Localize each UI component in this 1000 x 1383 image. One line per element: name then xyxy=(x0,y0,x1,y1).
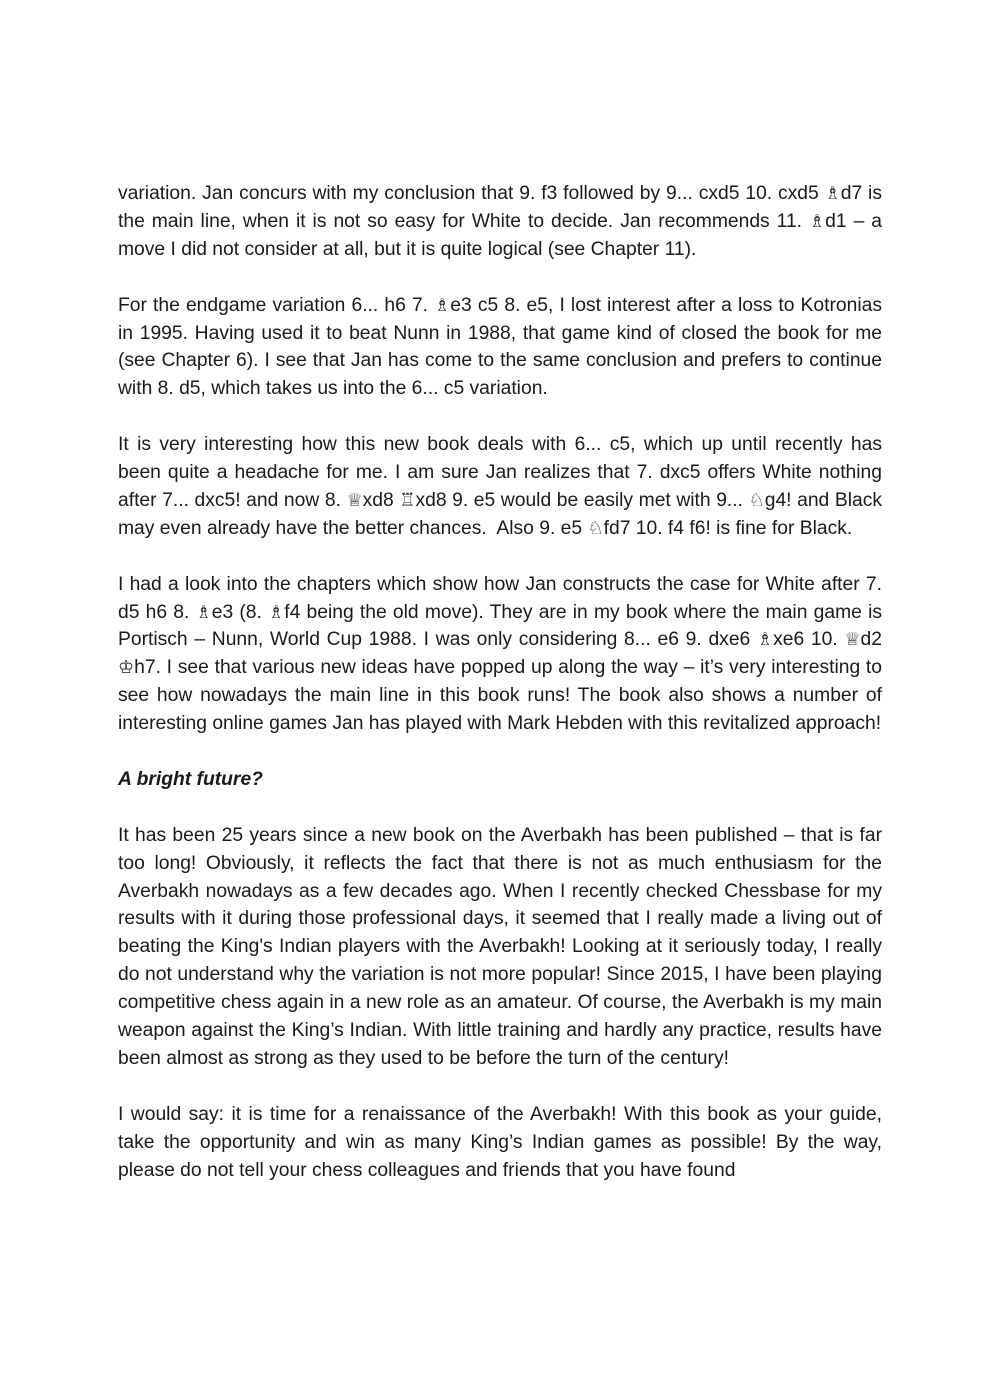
chess-piece-figurine-icon: ♗ xyxy=(756,629,774,651)
body-paragraph xyxy=(118,180,888,264)
text-run: xe6 10. xyxy=(773,629,845,651)
chess-piece-figurine-icon: ♕ xyxy=(346,489,363,511)
chess-piece-figurine-icon: ♔ xyxy=(118,657,135,679)
text-run: It has been 25 years since a new book on the Averbakh has been published – that is far too long! Obviously, it reflects the fact that there is not as much enthusiasm for the Averbakh nowadays as a few decades ago. When I recently checked Chessbase for my results with it during those professional days, it seemed that I really made a living out of beating the King's Indian players with the Averbakh! Looking at it seriously today, I really do not understand why the variation is not more popular! Since 2015, I have been playing competitive chess again in a new role as an amateur. Of course, the Averbakh is my main weapon against the King’s Indian. With little training and hardly any practice, results have been almost as strong as they used to be before the turn of the century! xyxy=(118,824,888,1070)
body-paragraph xyxy=(118,571,888,738)
chess-piece-figurine-icon: ♕ xyxy=(844,629,861,651)
text-run: d7 is the main line, when it is not so easy for White to decide. Jan recommends 11. xyxy=(118,183,888,232)
text-run: g4! and Black may even already have the better chances. Also 9. e5 xyxy=(118,489,888,539)
text-run: d2 xyxy=(860,629,888,651)
body-paragraph xyxy=(118,292,888,404)
text-run: I would say: it is time for a renaissance of the Averbakh! With this book as your guide, take the opportunity and win as many King’s Indian games as possible! By the way, please do not tell your chess colleagues and friends that you have found xyxy=(118,1103,888,1181)
section-heading xyxy=(118,766,882,794)
text-run: variation. Jan concurs with my conclusion that 9. f3 followed by 9... cxd5 10. cxd5 xyxy=(118,183,825,204)
body-paragraph xyxy=(118,822,888,1073)
body-paragraph xyxy=(118,1101,888,1185)
text-run: e3 (8. xyxy=(211,601,269,623)
text-run: A bright future? xyxy=(118,768,263,790)
text-run: f4 being the old move). They are in my book where the main game is Portisch – Nunn, World Cup 1988. I was only considering 8... e6 9. dxe6 xyxy=(118,601,888,651)
body-paragraph xyxy=(118,431,888,543)
text-run: e3 c5 8. e5, I lost interest after a loss to Kotronias in 1995. Having used it to beat Nunn in 1988, that game kind of closed the book for me (see Chapter 6). I see that Jan has come to the same conclusion and prefers to continue with 8. d5, which takes us into the 6... c5 variation. xyxy=(118,294,888,400)
chess-piece-figurine-icon: ♘ xyxy=(748,489,765,511)
chess-piece-figurine-icon: ♗ xyxy=(824,183,841,204)
text-run: For the endgame variation 6... h6 7. xyxy=(118,294,435,316)
chess-piece-figurine-icon: ♗ xyxy=(195,601,212,623)
text-run: xd8 xyxy=(362,489,400,511)
text-run: h7. I see that various new ideas have popped up along the way – it’s very interesting to see how nowadays the main line in this book runs! The book also shows a number of interesting online games Jan has played with Mark Hebden with this revitalized approach! xyxy=(118,657,888,735)
chess-piece-figurine-icon: ♘ xyxy=(587,517,604,539)
text-run: I had a look into the chapters which show how Jan constructs the case for White after 7. d5 h6 8. xyxy=(118,573,888,623)
text-run: It is very interesting how this new book deals with 6... c5, which up until recently has been quite a headache for me. I am sure Jan realizes that 7. dxc5 offers White nothing after 7... dxc5! and now 8. xyxy=(118,434,888,511)
text-run: d1 – a move I did not consider at all, but it is quite logical (see Chapter 11). xyxy=(118,210,888,260)
chess-piece-figurine-icon: ♗ xyxy=(809,210,826,232)
text-run: xd8 9. e5 would be easily met with 9... xyxy=(415,489,749,511)
text-run: fd7 10. f4 f6! is fine for Black. xyxy=(603,517,853,539)
chess-piece-figurine-icon: ♗ xyxy=(268,601,285,623)
chess-piece-figurine-icon: ♗ xyxy=(434,294,451,316)
page-body xyxy=(118,180,888,1212)
chess-piece-figurine-icon: ♖ xyxy=(399,489,416,511)
